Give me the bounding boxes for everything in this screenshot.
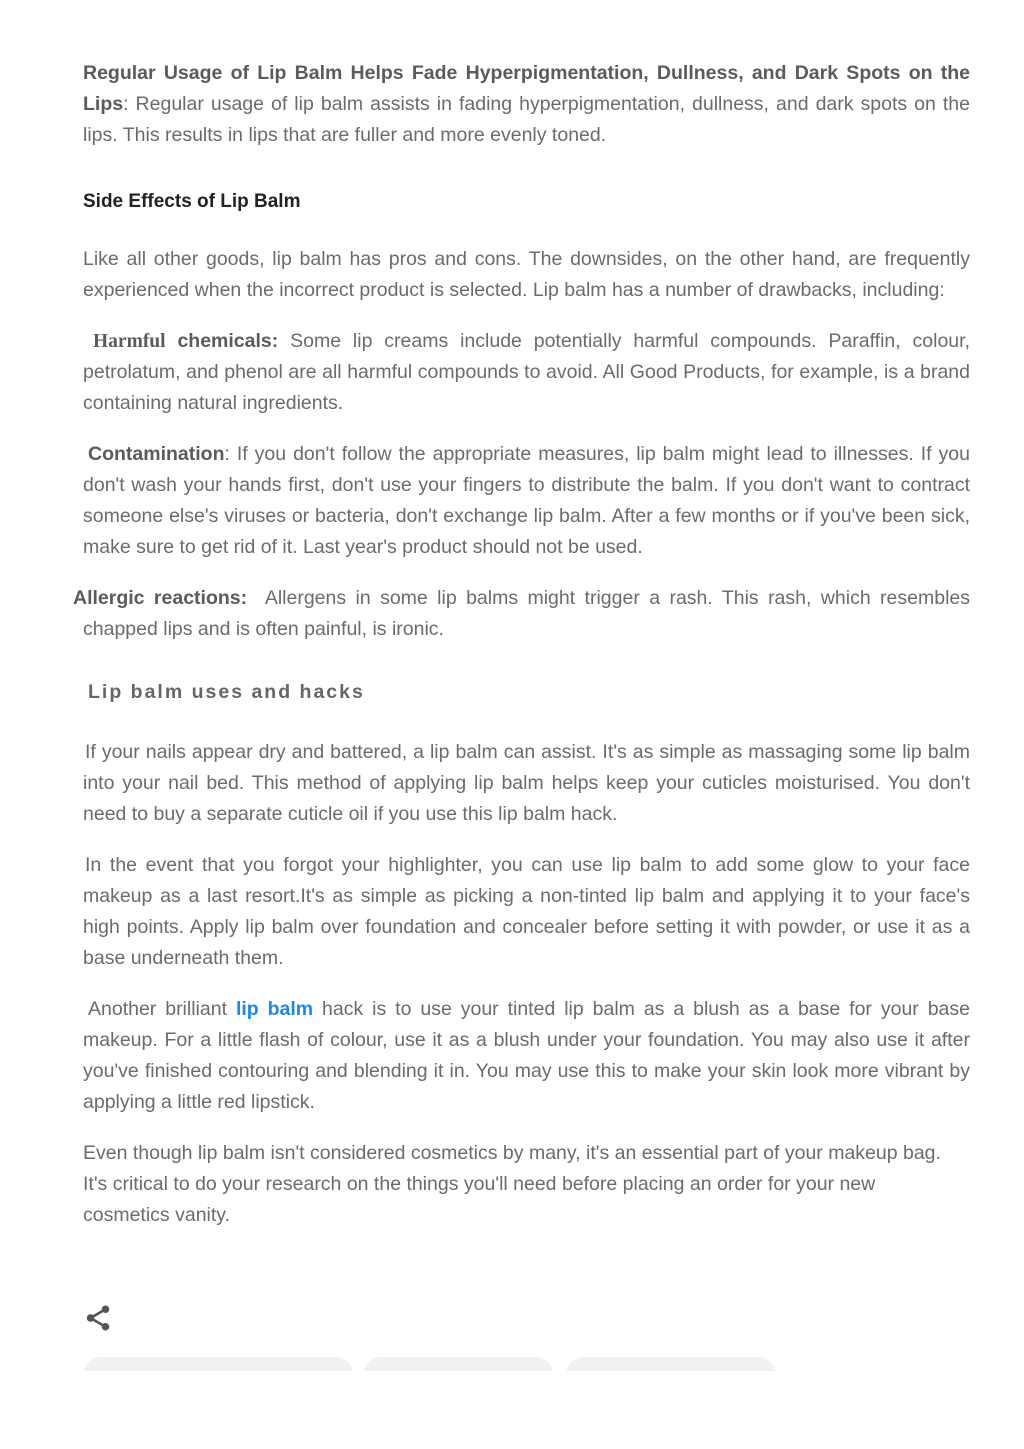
contamination-text: : If you don't follow the appropriate measures, lip balm might lead to illnesses. If you don't wash your hands first, don't use your fingers to distribute the balm. If you don't want to contract someone else's viruses or bacteria, don't exchange lip balm. After a few months or if you've been sick, make sure to get rid of it. Last year's product should not be used. — [83, 443, 970, 558]
hacks-heading: Lip balm uses and hacks — [88, 681, 365, 703]
tag-list — [83, 1357, 783, 1371]
paragraph-hack-nails: If your nails appear dry and battered, a lip balm can assist. It's as simple as massaging some lip balm into your nail bed. This method of applying lip balm helps keep your cuticles moisturised. You don't need to buy a separate cuticle oil if you use this lip balm hack. — [83, 741, 970, 825]
side-effects-heading: Side Effects of Lip Balm — [83, 191, 301, 212]
paragraph-harmful-chemicals — [83, 326, 970, 419]
paragraph-regular-usage — [83, 58, 970, 151]
article-body — [73, 58, 976, 1231]
hack-blush-after: hack is to use your tinted lip balm as a blush as a base for your base makeup. For a little flash of colour, use it as a blush under your foundation. You may also use it after you've finished contouring and blending it in. You may use this to make your skin look more vibrant by applying a little red lipstick. — [83, 998, 970, 1113]
share-button[interactable] — [83, 1303, 113, 1333]
share-icon — [83, 1303, 113, 1333]
paragraph-closing: Even though lip balm isn't considered cosmetics by many, it's an essential part of your makeup bag. It's critical to do your research on the things you'll need before placing an order for your new cosmetics vanity. — [83, 1142, 941, 1226]
regular-usage-text: : Regular usage of lip balm assists in fading hyperpigmentation, dullness, and dark spots on the lips. This results in lips that are fuller and more evenly toned. — [83, 93, 970, 146]
paragraph-hack-blush — [83, 994, 970, 1118]
paragraph-hack-highlighter: In the event that you forgot your highlighter, you can use lip balm to add some glow to your face makeup as a last resort.It's as simple as picking a non-tinted lip balm and applying it to your face's high points. Apply lip balm over foundation and concealer before setting it with powder, or use it as a base underneath them. — [83, 854, 970, 969]
tag-chip[interactable] — [566, 1357, 776, 1371]
paragraph-side-effects-intro: Like all other goods, lip balm has pros and cons. The downsides, on the other hand, are frequently experienced when the incorrect product is selected. Lip balm has a number of drawbacks, including: — [83, 248, 970, 301]
paragraph-contamination — [83, 439, 970, 563]
lip-balm-link[interactable]: lip balm — [235, 998, 314, 1020]
harmful-text: Some lip creams include potentially harmful compounds. Paraffin, colour, petrolatum, and phenol are all harmful compounds to avoid. All Good Products, for example, is a brand containing natural ingredients. — [83, 330, 970, 414]
harmful-lead-a: Harmful — [93, 331, 166, 352]
contamination-lead: Contamination — [88, 443, 225, 465]
tag-chip[interactable] — [363, 1357, 553, 1371]
paragraph-allergic-reactions — [73, 583, 976, 645]
hack-blush-before: Another brilliant — [88, 998, 236, 1020]
allergic-lead: Allergic reactions: — [73, 587, 248, 609]
allergic-text: Allergens in some lip balms might trigger a rash. This rash, which resembles chapped lips and is often painful, is ironic. — [83, 587, 976, 640]
harmful-lead-b: chemicals: — [165, 330, 279, 352]
regular-usage-lead: Regular Usage of Lip Balm Helps Fade Hyperpigmentation, Dullness, and Dark Spots on the Lips — [83, 62, 970, 115]
tag-chip[interactable] — [83, 1357, 353, 1371]
